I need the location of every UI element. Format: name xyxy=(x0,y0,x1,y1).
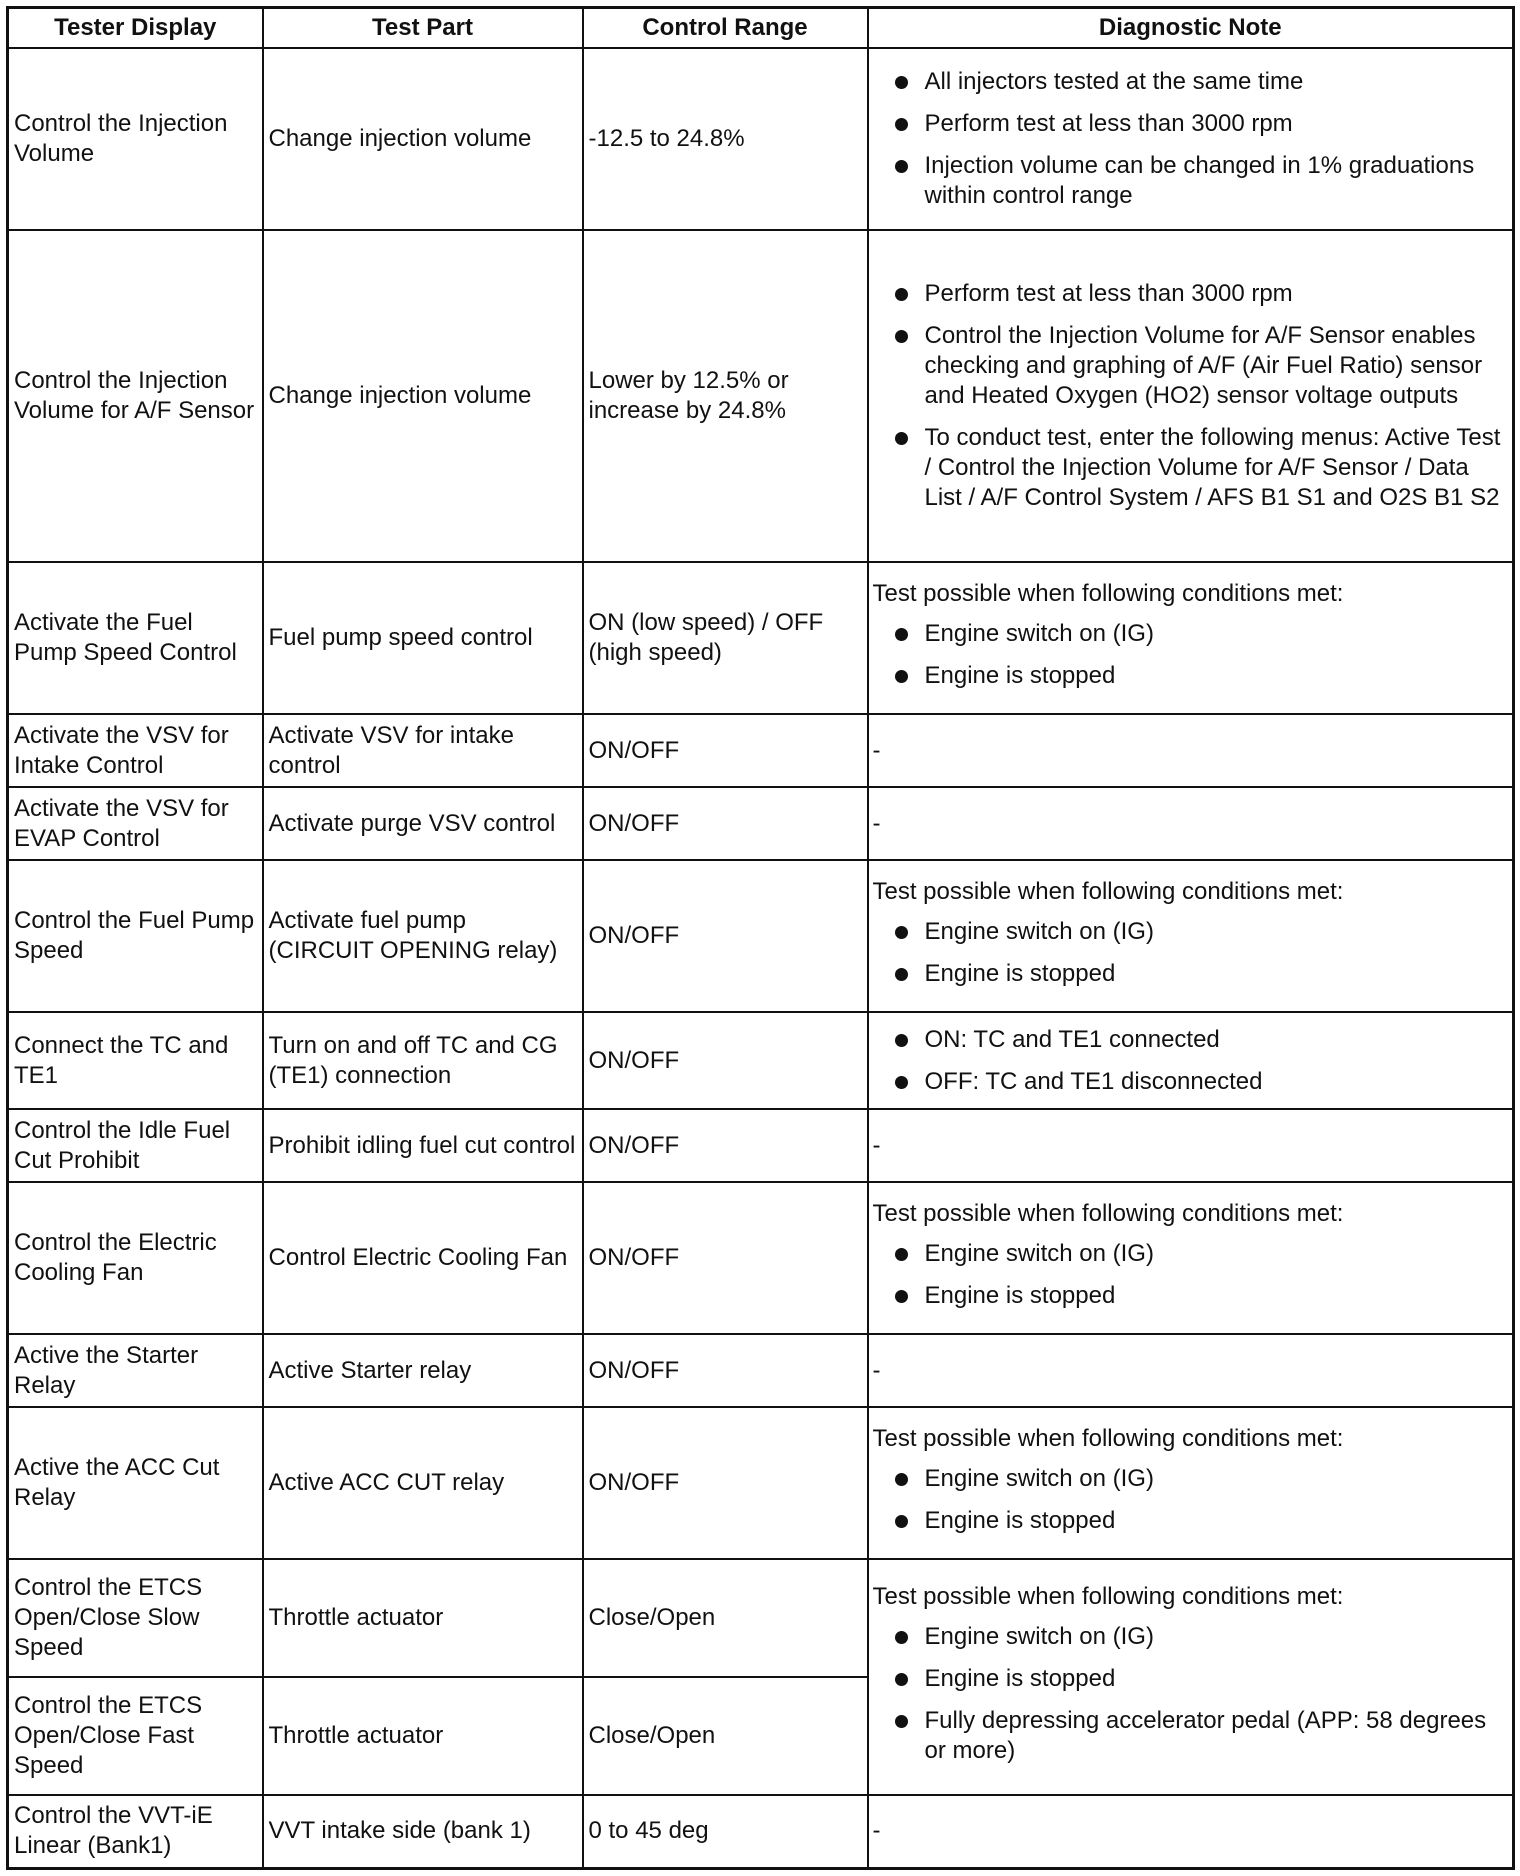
control-range-cell: 0 to 45 deg xyxy=(583,1795,868,1868)
tester-display-cell: Control the Electric Cooling Fan xyxy=(8,1182,263,1334)
diagnostic-note-cell: - xyxy=(868,1109,1514,1182)
control-range-cell: Close/Open xyxy=(583,1677,868,1795)
table-row xyxy=(8,1012,1514,1109)
bullet-dot-icon xyxy=(895,1248,908,1261)
note-bullet: Engine is stopped xyxy=(873,661,1509,691)
test-part-cell: Active ACC CUT relay xyxy=(263,1407,583,1559)
table-row xyxy=(8,562,1514,714)
diagnostic-note-cell xyxy=(868,1407,1514,1559)
diagnostic-table-sheet xyxy=(6,6,1512,1870)
control-range-cell: ON/OFF xyxy=(583,787,868,860)
diagnostic-note-cell xyxy=(868,562,1514,714)
note-bullet: Perform test at less than 3000 rpm xyxy=(873,109,1509,139)
control-range-cell: ON/OFF xyxy=(583,1182,868,1334)
note-bullet: Injection volume can be changed in 1% graduations within control range xyxy=(873,151,1509,211)
note-bullet: Engine is stopped xyxy=(873,1281,1509,1311)
tester-display-cell: Control the VVT-iE Linear (Bank1) xyxy=(8,1795,263,1868)
test-part-cell: Change injection volume xyxy=(263,230,583,562)
control-range-cell: -12.5 to 24.8% xyxy=(583,48,868,230)
control-range-cell: ON/OFF xyxy=(583,1109,868,1182)
test-part-cell: Activate VSV for intake control xyxy=(263,714,583,787)
test-part-cell: Prohibit idling fuel cut control xyxy=(263,1109,583,1182)
bullet-dot-icon xyxy=(895,1515,908,1528)
bullet-dot-icon xyxy=(895,628,908,641)
test-part-cell: VVT intake side (bank 1) xyxy=(263,1795,583,1868)
table-row xyxy=(8,230,1514,562)
note-bullet: Engine switch on (IG) xyxy=(873,917,1509,947)
note-bullet: Engine switch on (IG) xyxy=(873,1622,1509,1652)
control-range-cell: Close/Open xyxy=(583,1559,868,1677)
note-bullet: To conduct test, enter the following menus: Active Test / Control the Injection Volume for A/F Sensor / Data List / A/F Control System / AFS B1 S1 and O2S B1 S2 xyxy=(873,423,1509,513)
bullet-dot-icon xyxy=(895,926,908,939)
table-row xyxy=(8,1407,1514,1559)
header-test-part: Test Part xyxy=(263,8,583,49)
table-row xyxy=(8,1795,1514,1868)
header-row xyxy=(8,8,1514,49)
control-range-cell: ON/OFF xyxy=(583,1012,868,1109)
test-part-cell: Throttle actuator xyxy=(263,1559,583,1677)
note-bullet: Engine is stopped xyxy=(873,1506,1509,1536)
note-intro: Test possible when following conditions met: xyxy=(872,1200,1344,1227)
test-part-cell: Change injection volume xyxy=(263,48,583,230)
note-bullet: ON: TC and TE1 connected xyxy=(873,1025,1509,1055)
diagnostic-note-cell xyxy=(868,1012,1514,1109)
note-bullet: Control the Injection Volume for A/F Sensor enables checking and graphing of A/F (Air Fuel Ratio) sensor and Heated Oxygen (HO2) sensor voltage outputs xyxy=(873,321,1509,411)
test-part-cell: Control Electric Cooling Fan xyxy=(263,1182,583,1334)
diagnostic-note-cell xyxy=(868,1559,1514,1795)
tester-display-cell: Control the ETCS Open/Close Fast Speed xyxy=(8,1677,263,1795)
bullet-dot-icon xyxy=(895,1034,908,1047)
control-range-cell: ON/OFF xyxy=(583,860,868,1012)
tester-display-cell: Active the ACC Cut Relay xyxy=(8,1407,263,1559)
note-bullet: Engine is stopped xyxy=(873,1664,1509,1694)
bullet-dot-icon xyxy=(895,118,908,131)
diagnostic-note-cell xyxy=(868,1182,1514,1334)
test-part-cell: Turn on and off TC and CG (TE1) connection xyxy=(263,1012,583,1109)
test-part-cell: Throttle actuator xyxy=(263,1677,583,1795)
table-row xyxy=(8,1109,1514,1182)
table-row xyxy=(8,1559,1514,1677)
test-part-cell: Fuel pump speed control xyxy=(263,562,583,714)
tester-display-cell: Activate the VSV for Intake Control xyxy=(8,714,263,787)
note-bullet: Engine switch on (IG) xyxy=(873,619,1509,649)
control-range-cell: ON/OFF xyxy=(583,1407,868,1559)
diagnostic-note-cell: - xyxy=(868,787,1514,860)
table-row xyxy=(8,787,1514,860)
note-intro: Test possible when following conditions met: xyxy=(872,1583,1344,1610)
note-bullet: All injectors tested at the same time xyxy=(873,67,1509,97)
bullet-dot-icon xyxy=(895,968,908,981)
active-test-table xyxy=(6,6,1515,1870)
tester-display-cell: Activate the VSV for EVAP Control xyxy=(8,787,263,860)
tester-display-cell: Control the Injection Volume xyxy=(8,48,263,230)
note-bullet: OFF: TC and TE1 disconnected xyxy=(873,1067,1509,1097)
tester-display-cell: Connect the TC and TE1 xyxy=(8,1012,263,1109)
bullet-dot-icon xyxy=(895,76,908,89)
note-bullet: Engine switch on (IG) xyxy=(873,1464,1509,1494)
note-intro: Test possible when following conditions met: xyxy=(872,580,1344,607)
bullet-dot-icon xyxy=(895,1715,908,1728)
tester-display-cell: Control the Idle Fuel Cut Prohibit xyxy=(8,1109,263,1182)
table-row xyxy=(8,860,1514,1012)
note-bullet: Engine is stopped xyxy=(873,959,1509,989)
control-range-cell: ON/OFF xyxy=(583,1334,868,1407)
bullet-dot-icon xyxy=(895,160,908,173)
header-diagnostic-note: Diagnostic Note xyxy=(868,8,1514,49)
bullet-dot-icon xyxy=(895,1631,908,1644)
table-row xyxy=(8,714,1514,787)
test-part-cell: Active Starter relay xyxy=(263,1334,583,1407)
bullet-dot-icon xyxy=(895,1473,908,1486)
tester-display-cell: Active the Starter Relay xyxy=(8,1334,263,1407)
bullet-dot-icon xyxy=(895,670,908,683)
diagnostic-note-cell xyxy=(868,48,1514,230)
bullet-dot-icon xyxy=(895,288,908,301)
note-bullet: Fully depressing accelerator pedal (APP: 58 degrees or more) xyxy=(873,1706,1509,1766)
table-row xyxy=(8,1182,1514,1334)
bullet-dot-icon xyxy=(895,330,908,343)
tester-display-cell: Control the Fuel Pump Speed xyxy=(8,860,263,1012)
table-row xyxy=(8,1334,1514,1407)
bullet-dot-icon xyxy=(895,1290,908,1303)
header-tester-display: Tester Display xyxy=(8,8,263,49)
note-intro: Test possible when following conditions met: xyxy=(872,1425,1344,1452)
diagnostic-note-cell: - xyxy=(868,1795,1514,1868)
test-part-cell: Activate fuel pump (CIRCUIT OPENING relay) xyxy=(263,860,583,1012)
diagnostic-note-cell xyxy=(868,860,1514,1012)
bullet-dot-icon xyxy=(895,1673,908,1686)
diagnostic-note-cell: - xyxy=(868,1334,1514,1407)
note-intro: Test possible when following conditions met: xyxy=(872,878,1344,905)
note-bullet: Engine switch on (IG) xyxy=(873,1239,1509,1269)
table-row xyxy=(8,48,1514,230)
bullet-dot-icon xyxy=(895,432,908,445)
diagnostic-note-cell: - xyxy=(868,714,1514,787)
bullet-dot-icon xyxy=(895,1076,908,1089)
diagnostic-note-cell xyxy=(868,230,1514,562)
note-bullet: Perform test at less than 3000 rpm xyxy=(873,279,1509,309)
control-range-cell: ON/OFF xyxy=(583,714,868,787)
control-range-cell: ON (low speed) / OFF (high speed) xyxy=(583,562,868,714)
tester-display-cell: Activate the Fuel Pump Speed Control xyxy=(8,562,263,714)
test-part-cell: Activate purge VSV control xyxy=(263,787,583,860)
tester-display-cell: Control the Injection Volume for A/F Sensor xyxy=(8,230,263,562)
control-range-cell: Lower by 12.5% or increase by 24.8% xyxy=(583,230,868,562)
tester-display-cell: Control the ETCS Open/Close Slow Speed xyxy=(8,1559,263,1677)
header-control-range: Control Range xyxy=(583,8,868,49)
